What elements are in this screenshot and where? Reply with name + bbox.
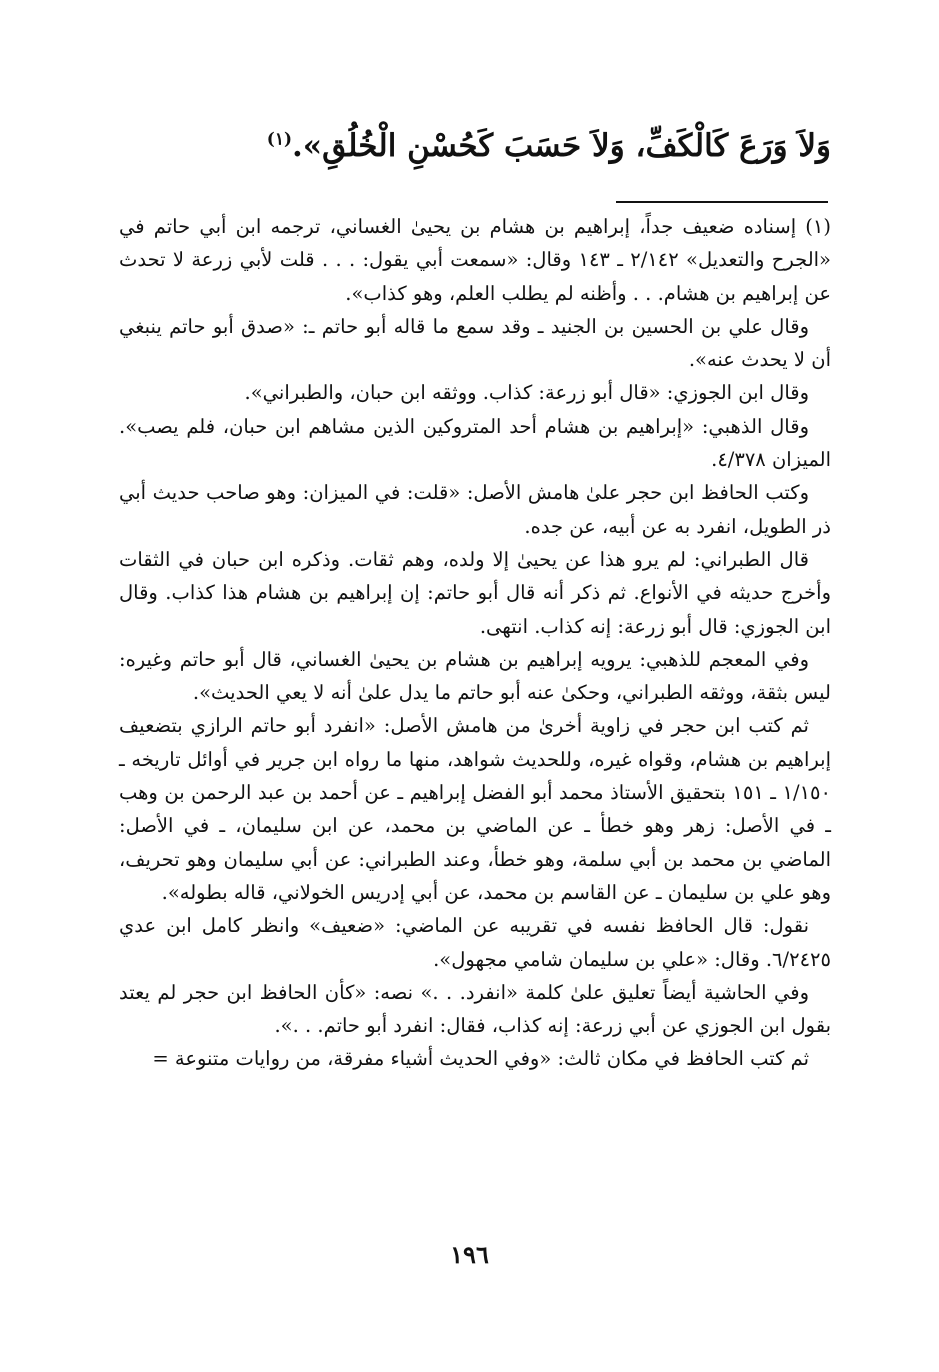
hadith-text-line <box>111 118 831 174</box>
footnote-paragraph-3-text: وقال ابن الجوزي: «قال أبو زرعة: كذاب. ووثقه ابن حبان، والطبراني». <box>244 381 809 405</box>
footnote-paragraph-11 <box>119 1042 831 1075</box>
footnote-paragraph-4-text: وقال الذهبي: «إبراهيم بن هشام أحد المتروكين الذين مشاهم ابن حبان، فلم يصب». الميزان ٤/٣٧٨. <box>119 414 831 472</box>
footnote-paragraph-11-text: ثم كتب الحافظ في مكان ثالث: «وفي الحديث أشياء مفرقة، من روايات متنوعة = <box>152 1047 809 1071</box>
footnote-paragraph-2 <box>119 310 831 377</box>
footnote-paragraph-7 <box>119 643 831 710</box>
footnote-paragraph-10 <box>119 976 831 1043</box>
footnote-paragraph-1: (١) إسناده ضعيف جداً، إبراهيم بن هشام بن يحيىٰ الغساني، ترجمه ابن أبي حاتم في «الجرح والتعديل» ٢/١٤٢ ـ ١٤٣ وقال: «سمعت أبي يقول: . . . قلت لأبي زرعة لا تحدث عن إبراهيم بن هشام. . . وأظنه لم يطلب العلم، وهو كذاب». <box>119 215 831 305</box>
footnote-paragraph-8-text: ثم كتب ابن حجر في زاوية أخرىٰ من هامش الأصل: «انفرد أبو حاتم الرازي بتضعيف إبراهيم بن هشام، وقواه غيره، وللحديث شواهد، منها ما رواه ابن جرير في أوائل تاريخه ـ ١/١٥٠ ـ ١٥١ بتحقيق الأستاذ محمد أبو الفضل إبراهيم ـ عن أحمد بن عبد الرحمن بن وهب ـ في الأصل: زهر وهو خطأ ـ عن الماضي بن محمد، عن ابن سليمان، ـ في الأصل: الماضي بن محمد بن أبي سلمة، وهو خطأ، وعند الطبراني: عن أبي سليمان وهو تحريف، وهو علي بن سليمان ـ عن القاسم بن محمد، عن أبي إدريس الخولاني، قاله بطوله». <box>119 714 831 904</box>
footnote-paragraph-5 <box>119 476 831 543</box>
hadith-text: وَلاَ وَرَعَ كَالْكَفِّ، وَلاَ حَسَبَ كَحُسْنِ الْخُلُقِ». <box>292 128 831 164</box>
footnote-paragraph-6-text: قال الطبراني: لم يرو هذا عن يحيىٰ إلا ولده، وهم ثقات. وذكره ابن حبان في الثقات وأخرج حديثه في الأنواع. ثم ذكر أنه قال أبو حاتم: إن إبراهيم بن هشام هذا كذاب. وقال ابن الجوزي: قال أبو زرعة: إنه كذاب. انتهى. <box>119 547 831 638</box>
footnote-paragraph-5-text: وكتب الحافظ ابن حجر علىٰ هامش الأصل: «قلت: في الميزان: وهو صاحب حديث أبي ذر الطويل، انفرد به عن أبيه، عن جده. <box>119 481 831 538</box>
footnote-paragraph-9-text: نقول: قال الحافظ نفسه في تقريبه عن الماضي: «ضعيف» وانظر كامل ابن عدي ٦/٢٤٢٥. وقال: «علي بن سليمان شامي مجهول». <box>119 914 831 971</box>
page-number: ١٩٦ <box>450 1240 489 1269</box>
footnote-paragraph-6 <box>119 543 831 643</box>
footnote-paragraph-10-text: وفي الحاشية أيضاً تعليق علىٰ كلمة «انفرد. . .» نصه: «كأن الحافظ ابن حجر لم يعتد بقول ابن الجوزي عن أبي زرعة: إنه كذاب، فقال: انفرد أبو حاتم. . .». <box>119 980 831 1038</box>
footnote-reference-marker[interactable]: (١) <box>266 129 292 150</box>
footnote-paragraph-9 <box>119 909 831 976</box>
footnote-separator-line <box>616 201 828 203</box>
footnote-paragraph-3 <box>119 376 831 409</box>
footnote-paragraph-4 <box>119 410 831 477</box>
footnotes-section <box>119 210 831 1076</box>
footnote-paragraph-7-text: وفي المعجم للذهبي: يرويه إبراهيم بن هشام بن يحيىٰ الغساني، قال أبو حاتم وغيره: ليس بثقة، ووثقه الطبراني، وحكىٰ عنه أبو حاتم ما يدل علىٰ أنه لا يعي الحديث». <box>119 647 831 705</box>
footnote-paragraph-8 <box>119 709 831 909</box>
footnote-paragraph-2-text: وقال علي بن الحسين بن الجنيد ـ وقد سمع ما قاله أبو حاتم ـ: «صدق أبو حاتم ينبغي أن لا يحدث عنه». <box>119 314 831 372</box>
